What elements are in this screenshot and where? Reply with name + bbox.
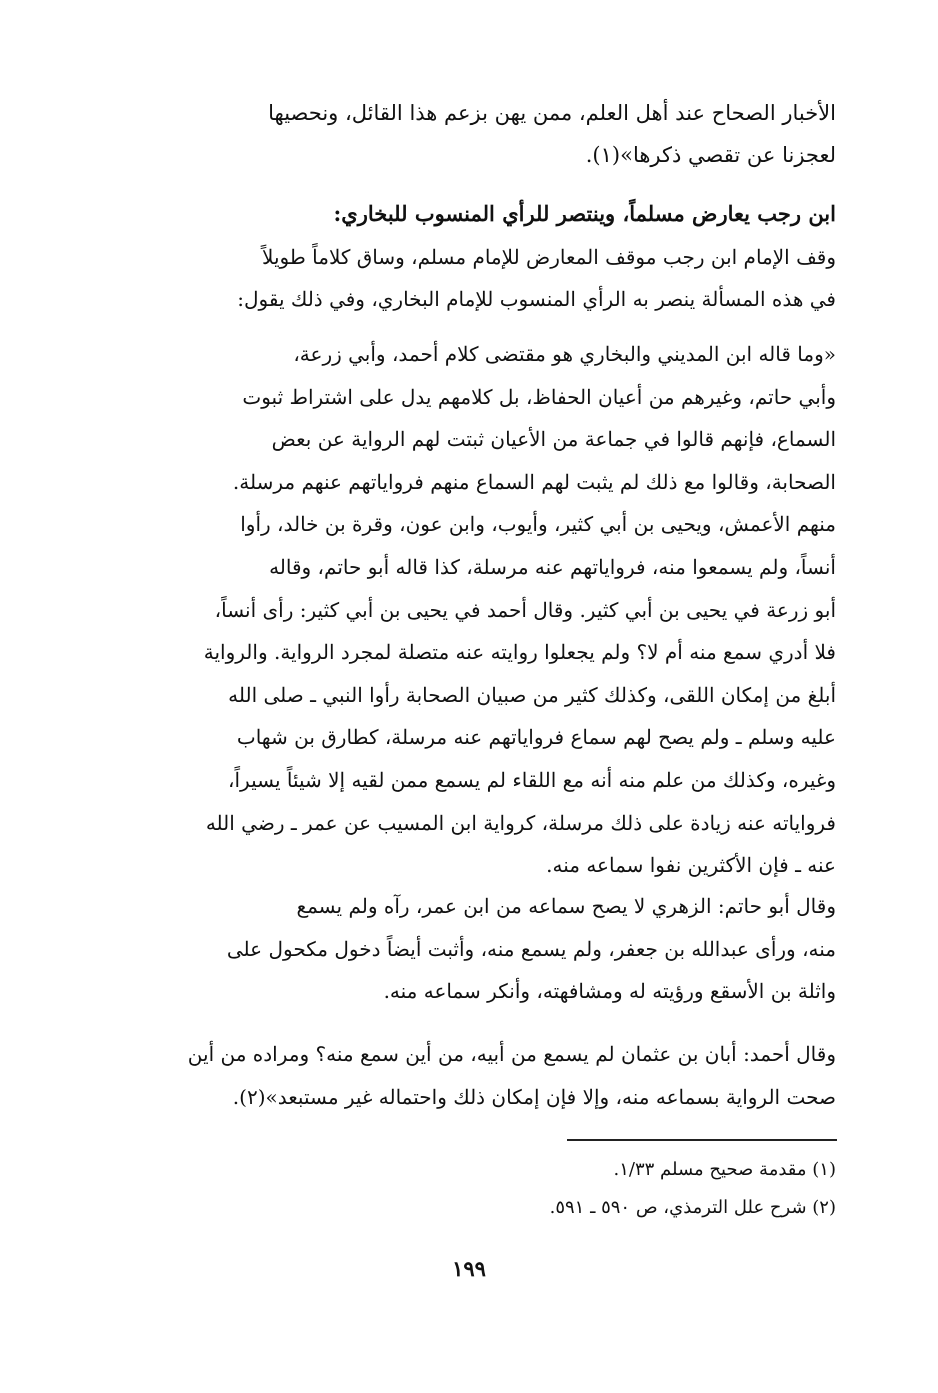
quote-line-8: فلا أدري سمع منه أم لا؟ ولم يجعلوا روايته عنه متصلة لمجرد الرواية. والرواية — [203, 640, 836, 665]
section-heading-block — [120, 194, 836, 234]
ahmad-paragraph — [120, 1033, 836, 1118]
paragraph2-line-1: وقال أبو حاتم: الزهري لا يصح سماعه من ابن عمر، رآه ولم يسمع — [296, 894, 836, 918]
quote-line-9: أبلغ من إمكان اللقى، وكذلك كثير من صبيان الصحابة رأوا النبي ـ صلى الله — [228, 682, 836, 707]
section-body-line-2: في هذه المسألة ينصر به الرأي المنسوب للإمام البخاري، وفي ذلك يقول: — [237, 287, 836, 311]
paragraph3-line-1: وقال أحمد: أبان بن عثمان لم يسمع من أبيه، من أين سمع منه؟ ومراده من أين — [187, 1042, 836, 1066]
quote-line-13: عنه ـ فإن الأكثرين نفوا سماعه منه. — [546, 853, 836, 878]
quote-line-4: الصحابة، وقالوا مع ذلك لم يثبت لهم السماع منهم فرواياتهم عنهم مرسلة. — [232, 469, 836, 494]
quote-line-3: السماع، فإنهم قالوا في جماعة من الأعيان ثبتت لهم الرواية عن بعض — [271, 427, 836, 452]
quote-line-6: أنساً، ولم يسمعوا منه، فرواياتهم عنه مرسلة، كذا قاله أبو حاتم، وقاله — [269, 554, 836, 579]
quote-line-2: وأبي حاتم، وغيرهم من أعيان الحفاظ، بل كلامهم يدل على اشتراط ثبوت — [242, 384, 836, 409]
paragraph2-line-3: واثلة بن الأسقع ورؤيته له ومشافهته، وأنكر سماعه منه. — [383, 979, 836, 1004]
quote-line-7: أبو زرعة في يحيى بن أبي كثير. وقال أحمد في يحيى بن أبي كثير: رأى أنساً، — [214, 597, 836, 622]
section-body — [120, 236, 836, 320]
footnote-divider — [567, 1139, 837, 1141]
quote-line-12: فرواياته عنه زيادة على ذلك مرسلة، كرواية ابن المسيب عن عمر ـ رضي الله — [205, 810, 836, 835]
intro-paragraph — [120, 92, 836, 176]
footnote-2: (٢) شرح علل الترمذي، ص ٥٩٠ ـ ٥٩١. — [549, 1197, 836, 1218]
footnotes — [300, 1151, 836, 1227]
abu-hatim-paragraph — [120, 885, 836, 1013]
section-body-line-1: وقف الإمام ابن رجب موقف المعارض للإمام مسلم، وساق كلاماً طويلاً — [262, 245, 836, 269]
quote-line-1: «وما قاله ابن المديني والبخاري هو مقتضى كلام أحمد، وأبي زرعة، — [293, 342, 836, 366]
quote-line-11: وغيره، وكذلك من علم منه أنه مع اللقاء لم يسمع ممن لقيه إلا شيئاً يسيراً، — [228, 767, 836, 792]
intro-line-2: لعجزنا عن تقصي ذكرها»(١). — [585, 143, 836, 167]
footnote-1: (١) مقدمة صحيح مسلم ١/٣٣. — [613, 1159, 836, 1180]
intro-line-1: الأخبار الصحاح عند أهل العلم، ممن يهن بزعم هذا القائل، ونحصيها — [268, 101, 836, 125]
paragraph2-line-2: منه، ورأى عبدالله بن جعفر، ولم يسمع منه، وأثبت أيضاً دخول مكحول على — [226, 936, 836, 961]
page-number: ١٩٩ — [452, 1256, 486, 1281]
paragraph3-line-2: صحت الرواية بسماعه منه، وإلا فإن إمكان ذلك واحتماله غير مستبعد»(٢). — [232, 1084, 836, 1109]
quote-line-5: منهم الأعمش، ويحيى بن أبي كثير، وأيوب، وابن عون، وقرة بن خالد، رأوا — [240, 512, 836, 537]
section-heading: ابن رجب يعارض مسلماً، وينتصر للرأي المنسوب للبخاري: — [333, 201, 836, 226]
quote-paragraph — [120, 333, 836, 887]
quote-line-10: عليه وسلم ـ ولم يصح لهم سماع فرواياتهم عنه مرسلة، كطارق بن شهاب — [236, 725, 836, 750]
